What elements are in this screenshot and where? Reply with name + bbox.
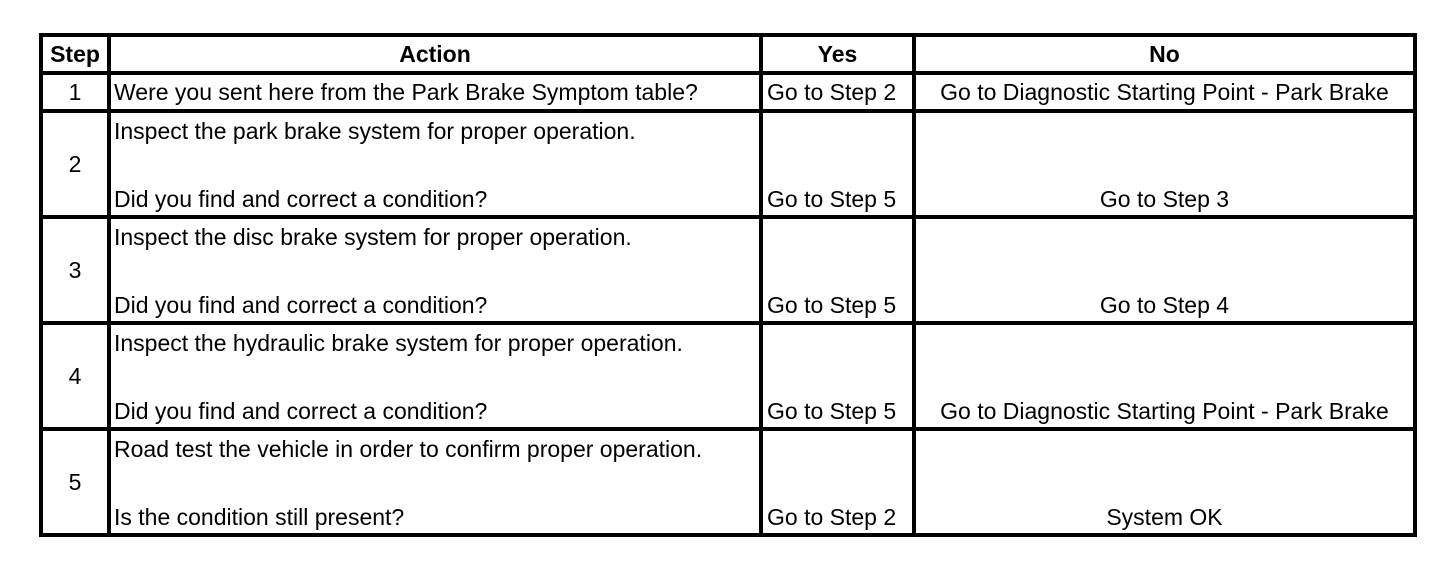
yes-text: Go to Step 5 bbox=[767, 292, 897, 318]
table-header-row bbox=[41, 35, 1415, 73]
no-text: Go to Diagnostic Starting Point - Park Brake bbox=[940, 398, 1389, 424]
action-question: Did you find and correct a condition? bbox=[114, 186, 488, 212]
yes-cell bbox=[761, 323, 914, 429]
no-cell bbox=[914, 323, 1415, 429]
step-number: 1 bbox=[41, 73, 109, 111]
yes-cell bbox=[761, 429, 914, 535]
no-text: Go to Step 4 bbox=[1099, 292, 1230, 318]
yes-cell bbox=[761, 111, 914, 217]
table-row bbox=[41, 111, 1415, 217]
action-question: Did you find and correct a condition? bbox=[114, 398, 488, 424]
action-text: Inspect the park brake system for proper operation. bbox=[114, 118, 636, 144]
header-yes: Yes bbox=[761, 35, 914, 73]
step-number: 2 bbox=[41, 111, 109, 217]
yes-text: Go to Step 5 bbox=[767, 186, 897, 212]
action-question: Is the condition still present? bbox=[114, 504, 405, 530]
no-text: Go to Step 3 bbox=[1099, 186, 1230, 212]
step-number: 5 bbox=[41, 429, 109, 535]
no-text: System OK bbox=[1106, 504, 1223, 530]
table-row bbox=[41, 323, 1415, 429]
yes-text: Go to Step 2 bbox=[767, 78, 897, 105]
action-text: Were you sent here from the Park Brake Symptom table? bbox=[114, 78, 698, 105]
action-cell bbox=[109, 111, 761, 217]
header-no: No bbox=[914, 35, 1415, 73]
yes-text: Go to Step 5 bbox=[767, 398, 897, 424]
action-cell bbox=[109, 73, 761, 111]
no-cell bbox=[914, 73, 1415, 111]
no-text: Go to Diagnostic Starting Point - Park Brake bbox=[940, 78, 1389, 105]
action-cell bbox=[109, 217, 761, 323]
yes-cell bbox=[761, 217, 914, 323]
step-number: 3 bbox=[41, 217, 109, 323]
action-question: Did you find and correct a condition? bbox=[114, 292, 488, 318]
step-number: 4 bbox=[41, 323, 109, 429]
table-row bbox=[41, 73, 1415, 111]
header-action: Action bbox=[109, 35, 761, 73]
table-row bbox=[41, 429, 1415, 535]
yes-cell bbox=[761, 73, 914, 111]
no-cell bbox=[914, 111, 1415, 217]
action-cell bbox=[109, 323, 761, 429]
no-cell bbox=[914, 217, 1415, 323]
yes-text: Go to Step 2 bbox=[767, 504, 897, 530]
table-row bbox=[41, 217, 1415, 323]
header-step: Step bbox=[41, 35, 109, 73]
action-cell bbox=[109, 429, 761, 535]
action-text: Inspect the hydraulic brake system for proper operation. bbox=[114, 330, 683, 356]
no-cell bbox=[914, 429, 1415, 535]
diagnostic-table bbox=[39, 33, 1417, 537]
action-text: Road test the vehicle in order to confirm proper operation. bbox=[114, 436, 703, 462]
action-text: Inspect the disc brake system for proper operation. bbox=[114, 224, 632, 250]
